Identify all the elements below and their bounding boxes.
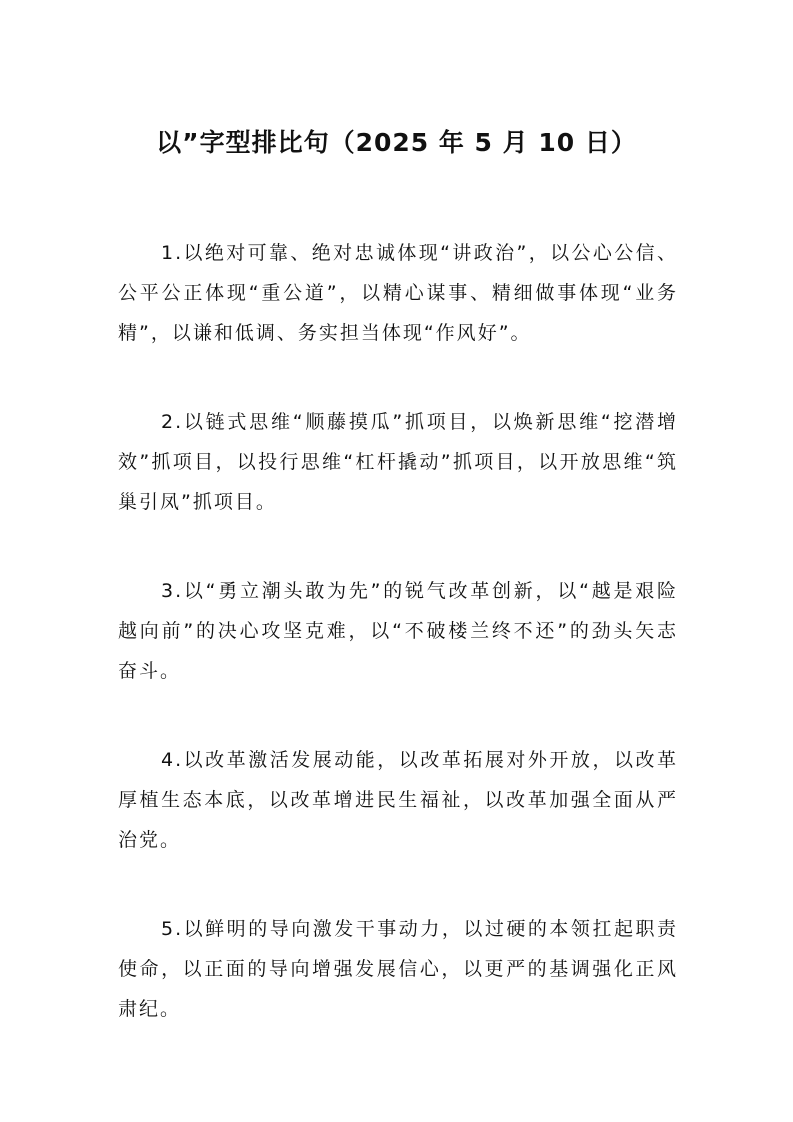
paragraph-5: 5.以鲜明的导向激发干事动力，以过硬的本领扛起职责使命，以正面的导向增强发展信心，以更严的基调强化正风肃纪。 xyxy=(118,918,678,1020)
paragraph-3: 3.以“勇立潮头敢为先”的锐气改革创新，以“越是艰险越向前”的决心攻坚克难，以“不破楼兰终不还”的劲头矢志奋斗。 xyxy=(118,580,678,682)
document-body xyxy=(118,233,678,1078)
document-title: 以”字型排比句（2025 年 5 月 10 日） xyxy=(156,128,637,157)
paragraph-2: 2.以链式思维“顺藤摸瓜”抓项目，以焕新思维“挖潜增效”抓项目，以投行思维“杠杆撬动”抓项目，以开放思维“筑巢引凤”抓项目。 xyxy=(118,411,678,513)
paragraph-1: 1.以绝对可靠、绝对忠诚体现“讲政治”，以公心公信、公平公正体现“重公道”，以精心谋事、精细做事体现“业务精”，以谦和低调、务实担当体现“作风好”。 xyxy=(118,242,678,344)
paragraph-4: 4.以改革激活发展动能，以改革拓展对外开放，以改革厚植生态本底，以改革增进民生福祉，以改革加强全面从严治党。 xyxy=(118,749,678,851)
